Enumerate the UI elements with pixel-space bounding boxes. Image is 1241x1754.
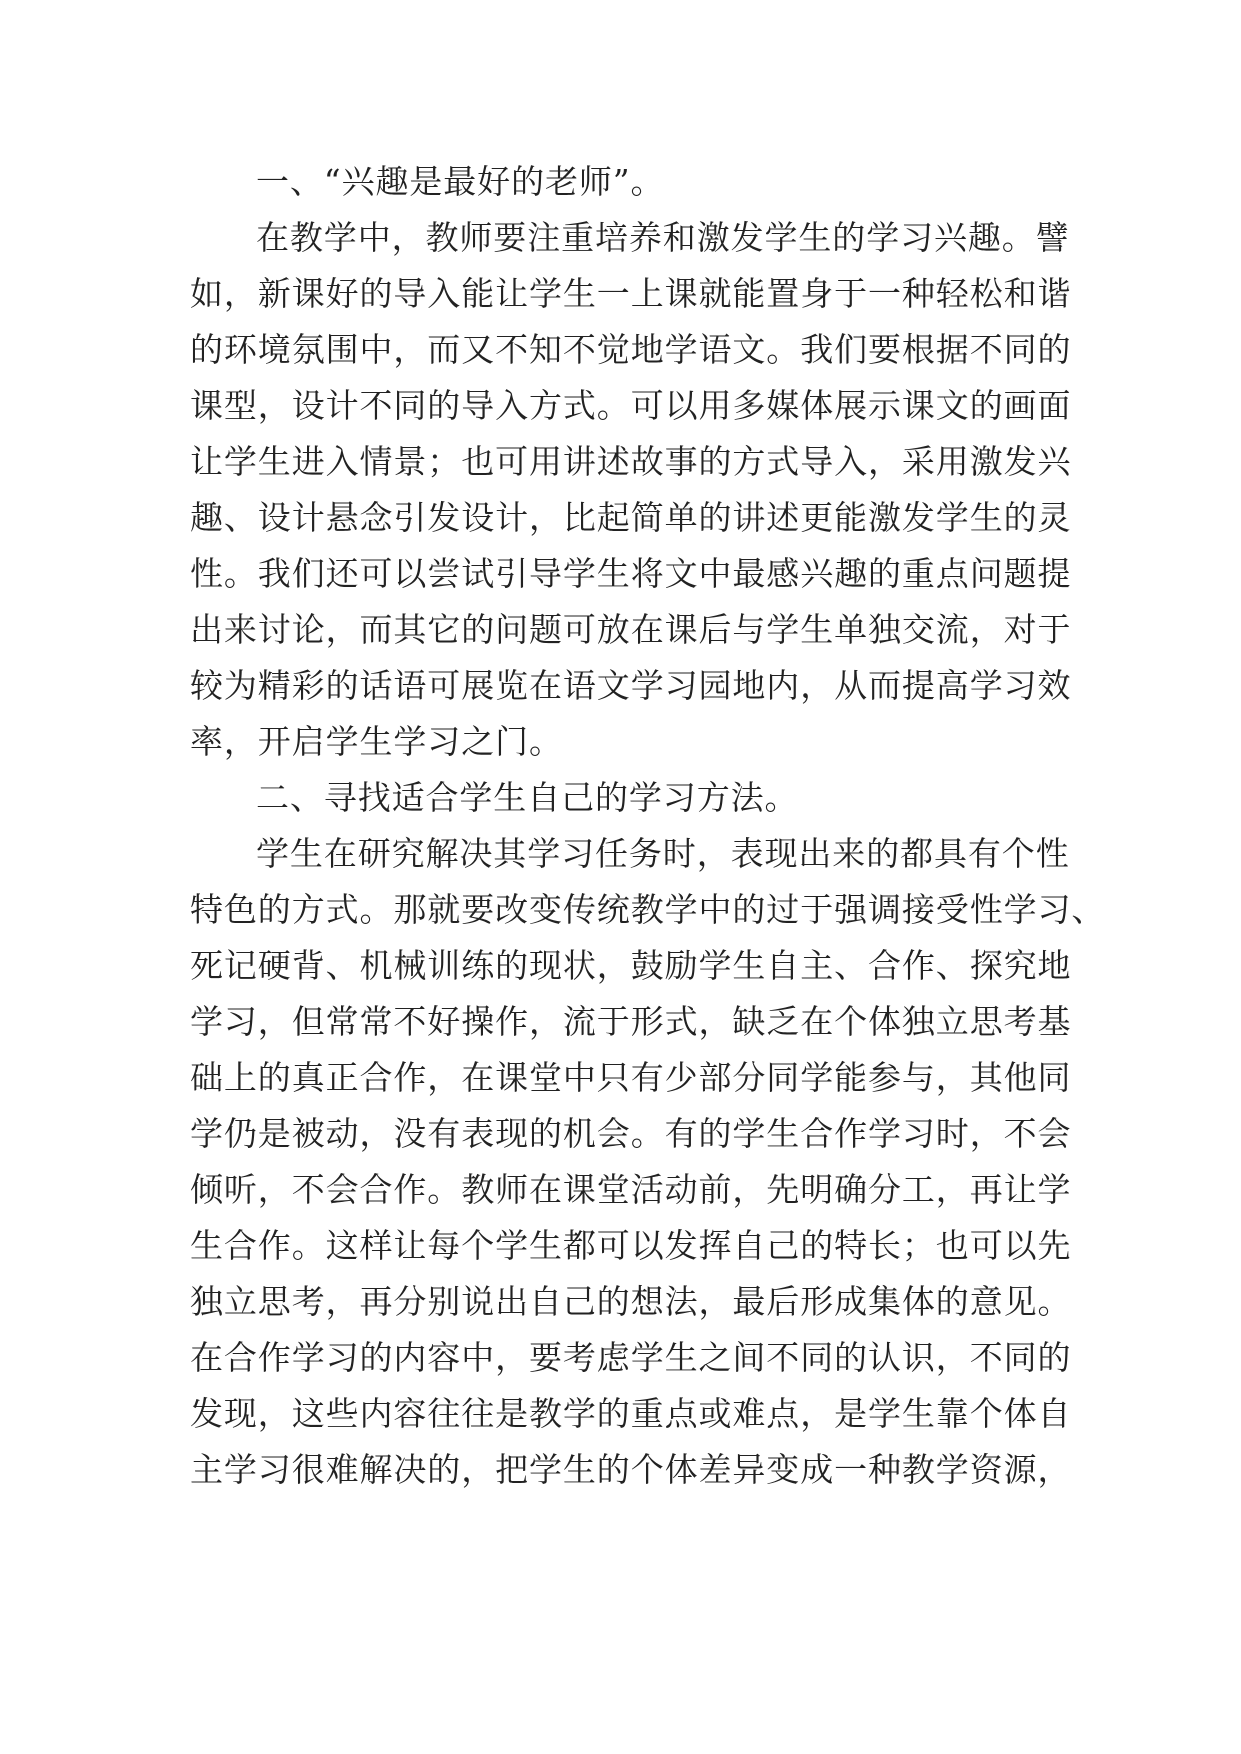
paragraph-line: 让学生进入情景；也可用讲述故事的方式导入，采用激发兴 <box>190 442 1072 481</box>
paragraph-line: 趣、设计悬念引发设计，比起简单的讲述更能激发学生的灵 <box>190 498 1072 537</box>
paragraph-line: 发现，这些内容往往是教学的重点或难点，是学生靠个体自 <box>190 1394 1072 1433</box>
paragraph-line: 生合作。这样让每个学生都可以发挥自己的特长；也可以先 <box>190 1226 1072 1265</box>
paragraph-line: 性。我们还可以尝试引导学生将文中最感兴趣的重点问题提 <box>190 554 1072 593</box>
paragraph-line: 的环境氛围中，而又不知不觉地学语文。我们要根据不同的 <box>190 330 1072 369</box>
paragraph-line: 础上的真正合作，在课堂中只有少部分同学能参与，其他同 <box>190 1058 1072 1097</box>
paragraph-line: 学习，但常常不好操作，流于形式，缺乏在个体独立思考基 <box>190 1002 1072 1041</box>
paragraph-line: 率，开启学生学习之门。 <box>190 722 563 761</box>
section-heading-interest: 一、“兴趣是最好的老师”。 <box>256 162 665 201</box>
paragraph-line: 主学习很难解决的，把学生的个体差异变成一种教学资源， <box>190 1450 1072 1489</box>
paragraph-line: 在合作学习的内容中，要考虑学生之间不同的认识，不同的 <box>190 1338 1072 1377</box>
paragraph-line: 较为精彩的话语可展览在语文学习园地内，从而提高学习效 <box>190 666 1072 705</box>
paragraph-line: 倾听，不会合作。教师在课堂活动前，先明确分工，再让学 <box>190 1170 1072 1209</box>
paragraph-line: 特色的方式。那就要改变传统教学中的过于强调接受性学习、 <box>190 890 1106 929</box>
paragraph-line: 学生在研究解决其学习任务时，表现出来的都具有个性 <box>256 834 1070 873</box>
paragraph-line: 如，新课好的导入能让学生一上课就能置身于一种轻松和谐 <box>190 274 1072 313</box>
paragraph-line: 独立思考，再分别说出自己的想法，最后形成集体的意见。 <box>190 1282 1072 1321</box>
paragraph-line: 在教学中，教师要注重培养和激发学生的学习兴趣。譬 <box>256 218 1070 257</box>
section-heading-methods: 二、寻找适合学生自己的学习方法。 <box>256 778 799 817</box>
paragraph-line: 死记硬背、机械训练的现状，鼓励学生自主、合作、探究地 <box>190 946 1072 985</box>
paragraph-line: 学仍是被动，没有表现的机会。有的学生合作学习时，不会 <box>190 1114 1072 1153</box>
paragraph-line: 课型，设计不同的导入方式。可以用多媒体展示课文的画面 <box>190 386 1072 425</box>
paragraph-line: 出来讨论，而其它的问题可放在课后与学生单独交流，对于 <box>190 610 1072 649</box>
